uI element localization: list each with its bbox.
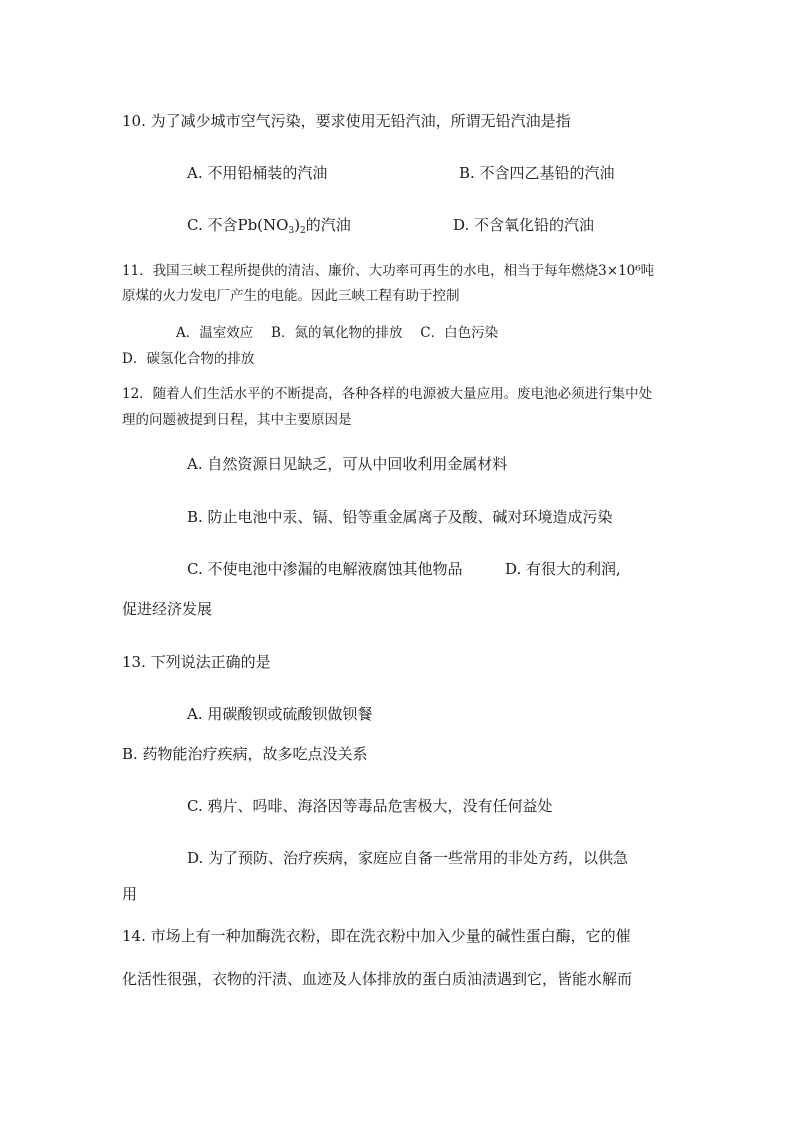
q12-option-b: B. 防止电池中汞、镉、铅等重金属离子及酸、碱对环境造成污染: [187, 508, 613, 526]
q10-option-d: D. 不含氧化铅的汽油: [453, 216, 595, 234]
q11-option-d: D．碳氢化合物的排放: [122, 351, 255, 367]
q10-option-c-subscript: 3: [288, 226, 295, 236]
q10-stem: 10. 为了减少城市空气污染，要求使用无铅汽油，所谓无铅汽油是指: [122, 112, 571, 130]
q13-option-d: D. 为了预防、治疗疾病，家庭应自备一些常用的非处方药，以供急: [187, 849, 629, 867]
q13-option-d-continued: 用: [122, 885, 138, 903]
q11-stem-line1: 11．我国三峡工程所提供的清洁、廉价、大功率可再生的水电，相当于每年燃烧3×10⁶吨: [122, 263, 655, 279]
q10-option-c-suffix: 的汽油: [305, 216, 351, 234]
q12-stem-line2: 理的问题被提到日程，其中主要原因是: [122, 412, 352, 428]
q12-option-d-continued: 促进经济发展: [122, 600, 213, 618]
q10-option-c-subscript-2: 2: [300, 226, 306, 236]
q13-option-b: B. 药物能治疗疾病，故多吃点没关系: [122, 745, 368, 763]
q10-option-c-prefix: C. 不含Pb(NO: [187, 216, 289, 234]
q11-stem-line2: 原煤的火力发电厂产生的电能。因此三峡工程有助于控制: [122, 288, 460, 304]
q13-stem: 13. 下列说法正确的是: [122, 653, 271, 671]
q12-stem-line1: 12．随着人们生活水平的不断提高，各种各样的电源被大量应用。废电池必须进行集中处: [122, 386, 653, 402]
q10-option-a: A. 不用铅桶装的汽油: [187, 164, 328, 182]
q13-option-c: C. 鸦片、吗啡、海洛因等毒品危害极大，没有任何益处: [187, 797, 553, 815]
q13-option-a: A. 用碳酸钡或硫酸钡做钡餐: [187, 705, 373, 723]
q14-stem-line1: 14. 市场上有一种加酶洗衣粉，即在洗衣粉中加入少量的碱性蛋白酶，它的催: [122, 927, 631, 945]
q14-stem-line2: 化活性很强，衣物的汗渍、血迹及人体排放的蛋白质油渍遇到它，皆能水解而: [122, 970, 633, 988]
q12-option-d: D. 有很大的利润,: [505, 560, 621, 578]
q11-options-abc: A．温室效应 B．氮的氧化物的排放 C．白色污染: [176, 325, 499, 341]
q12-option-a: A. 自然资源日见缺乏，可从中回收利用金属材料: [187, 455, 508, 473]
q10-option-c: [187, 215, 351, 235]
q12-option-c: C. 不使电池中渗漏的电解液腐蚀其他物品: [187, 560, 463, 578]
q10-option-b: B. 不含四乙基铅的汽油: [459, 164, 615, 182]
q10-option-c-paren: ): [294, 216, 301, 234]
